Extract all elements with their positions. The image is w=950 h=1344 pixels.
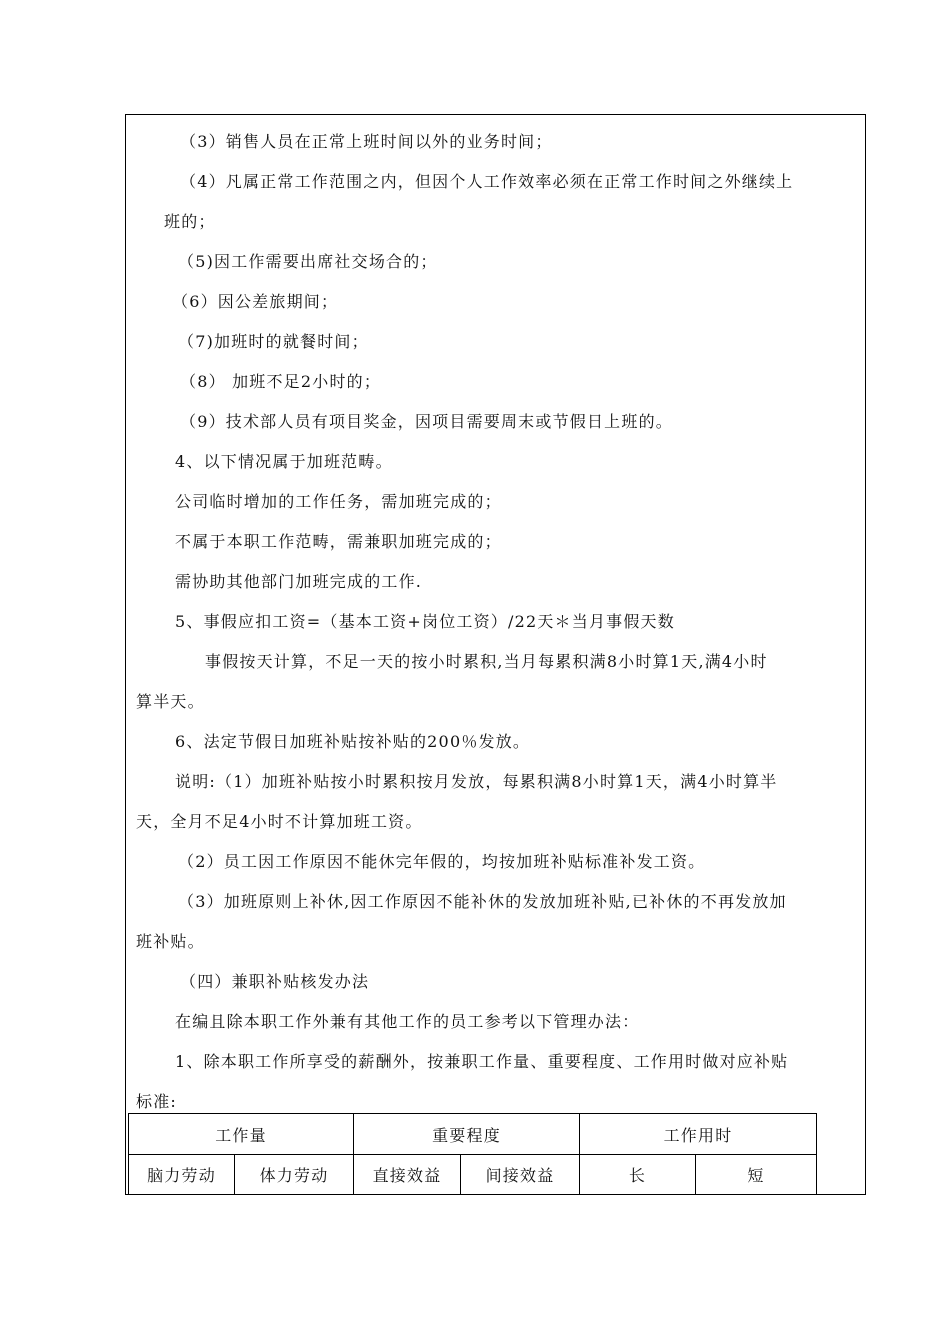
text-line: 事假按天计算，不足一天的按小时累积,当月每累积满8小时算1天,满4小时	[205, 652, 768, 671]
text-line: （5)因工作需要出席社交场合的；	[178, 252, 438, 271]
text-line: 6、法定节假日加班补贴按补贴的200％发放。	[175, 732, 531, 751]
text-line: 4、以下情况属于加班范畴。	[175, 452, 393, 471]
subheader-short: 短	[696, 1155, 817, 1195]
text-line: 不属于本职工作范畴，需兼职加班完成的；	[175, 532, 502, 551]
allowance-criteria-table	[128, 1113, 817, 1195]
text-line: （3）加班原则上补休,因工作原因不能补休的发放加班补贴,已补休的不再发放加	[178, 892, 787, 911]
text-line: 班的；	[164, 212, 216, 231]
subheader-indirect-benefit: 间接效益	[461, 1155, 580, 1195]
text-line: （2）员工因工作原因不能休完年假的，均按加班补贴标准补发工资。	[178, 852, 706, 871]
text-line: 1、除本职工作所享受的薪酬外，按兼职工作量、重要程度、工作用时做对应补贴	[175, 1052, 789, 1071]
header-work-time: 工作用时	[580, 1114, 817, 1155]
subheader-direct-benefit: 直接效益	[354, 1155, 461, 1195]
subheader-long: 长	[580, 1155, 696, 1195]
text-line: 天，全月不足4小时不计算加班工资。	[136, 812, 423, 831]
text-line: （4）凡属正常工作范围之内，但因个人工作效率必须在正常工作时间之外继续上	[180, 172, 794, 191]
text-line: 5、事假应扣工资=（基本工资+岗位工资）/22天＊当月事假天数	[175, 612, 675, 631]
header-workload: 工作量	[129, 1114, 354, 1155]
text-line: 班补贴。	[136, 932, 205, 951]
text-line: 说明:（1）加班补贴按小时累积按月发放，每累积满8小时算1天，满4小时算半	[175, 772, 778, 791]
text-line: 算半天。	[136, 692, 205, 711]
text-line: （四）兼职补贴核发办法	[180, 972, 370, 991]
subheader-mental-labor: 脑力劳动	[129, 1155, 235, 1195]
text-line: （9）技术部人员有项目奖金，因项目需要周末或节假日上班的。	[180, 412, 673, 431]
text-line: 公司临时增加的工作任务，需加班完成的；	[175, 492, 502, 511]
table-subheader-row	[129, 1155, 817, 1195]
header-importance: 重要程度	[354, 1114, 580, 1155]
text-line: 在编且除本职工作外兼有其他工作的员工参考以下管理办法：	[175, 1012, 640, 1031]
text-line: 需协助其他部门加班完成的工作.	[175, 572, 423, 591]
text-line: （7)加班时的就餐时间；	[178, 332, 369, 351]
table-header-row	[129, 1114, 817, 1155]
subheader-physical-labor: 体力劳动	[235, 1155, 354, 1195]
text-line: （8） 加班不足2小时的；	[180, 372, 382, 391]
text-line: 标准:	[136, 1092, 177, 1111]
text-line: （3）销售人员在正常上班时间以外的业务时间；	[180, 132, 553, 151]
text-line: （6）因公差旅期间；	[172, 292, 339, 311]
